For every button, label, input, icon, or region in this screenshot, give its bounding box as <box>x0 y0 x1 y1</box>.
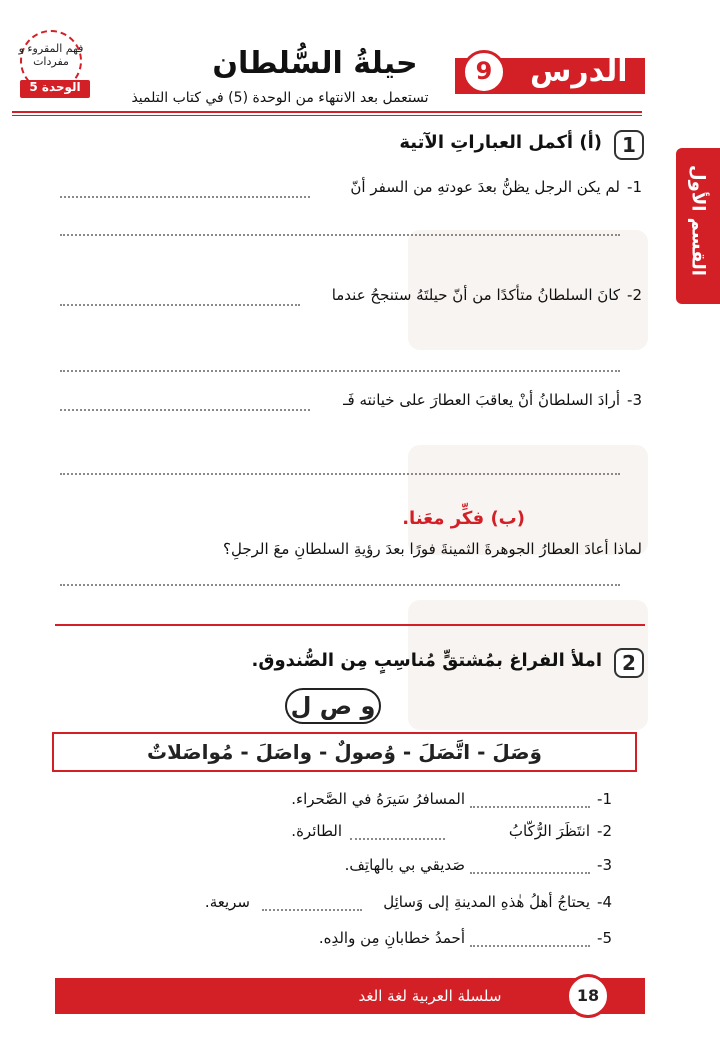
question-number: 1- <box>597 790 612 808</box>
question-number: 5- <box>597 929 612 947</box>
blank-line[interactable] <box>470 945 590 947</box>
unit-label: الوحدة 5 <box>20 80 90 98</box>
question-text: كانَ السلطانُ متأكدًا من أنّ حيلتَهُ ستنجحُ عندما <box>331 286 620 304</box>
question-text: يحتاجُ أهلُ هٰذهِ المدينةِ إلى وَسائِل <box>383 893 590 911</box>
answer-line[interactable] <box>60 370 620 372</box>
question-number: 3- <box>627 391 642 409</box>
section-divider <box>55 624 645 626</box>
think-title: (ب) فكِّر معَنا. <box>402 508 525 529</box>
think-question: لماذا أعادَ العطارُ الجوهرةَ الثمينةَ فورًا بعدَ رؤيةِ السلطانِ معَ الرجلِ؟ <box>223 540 642 558</box>
root-letters-box: و ص ل <box>285 688 381 724</box>
lesson-number: 9 <box>475 57 493 85</box>
section-number-badge: 1 <box>614 130 644 160</box>
unit-box <box>10 30 92 98</box>
question-number: 4- <box>597 893 612 911</box>
blank-line[interactable] <box>350 838 445 840</box>
question-text: أحمدُ خطابانِ مِن والدِه. <box>318 929 465 947</box>
header-divider-thin <box>12 115 642 116</box>
blank-line[interactable] <box>262 909 362 911</box>
lesson-number-badge <box>462 50 506 94</box>
section-number-badge: 2 <box>614 648 644 678</box>
question-number: 2- <box>627 286 642 304</box>
answer-line[interactable] <box>60 304 300 306</box>
side-tab-label: القسم الأول <box>687 165 709 276</box>
question-tail: الطائرة. <box>291 822 342 840</box>
answer-line[interactable] <box>60 409 310 411</box>
section-title: املأ الفراغ بمُشتقٍّ مُناسِبٍ مِن الصُّندوق. <box>251 650 602 671</box>
answer-line[interactable] <box>60 234 620 236</box>
question-text: لم يكن الرجل يظنُّ بعدَ عودتهِ من السفر أنّ <box>350 178 620 196</box>
header-divider <box>12 111 642 113</box>
page-number: 18 <box>566 974 610 1018</box>
footer-series-name: سلسلة العربية لغة الغد <box>358 987 502 1005</box>
question-text: أرادَ السلطانُ أنْ يعاقبَ العطارَ على خيانته فَـ <box>343 391 620 409</box>
answer-line[interactable] <box>60 196 310 198</box>
question-text: انتَظَرَ الرُّكّابُ <box>508 822 590 840</box>
question-number: 1- <box>627 178 642 196</box>
question-number: 3- <box>597 856 612 874</box>
lesson-label: الدرس <box>530 54 628 89</box>
question-tail: سريعة. <box>204 893 250 911</box>
side-tab <box>676 148 720 304</box>
blank-line[interactable] <box>470 872 590 874</box>
question-text: المسافرُ سَيرَهُ في الصَّحراء. <box>291 790 465 808</box>
page-subtitle: تستعمل بعد الانتهاء من الوحدة (5) في كتاب التلميذ <box>131 90 429 106</box>
background-illustration <box>408 445 648 555</box>
section-title: (أ) أكمل العباراتِ الآتية <box>399 132 602 153</box>
question-number: 2- <box>597 822 612 840</box>
word-bank-box: وَصَلَ - اتَّصَلَ - وُصولٌ - واصَلَ - مُواصَلاتٌ <box>52 732 637 772</box>
question-text: صَديقي بي بالهاتِف. <box>344 856 465 874</box>
answer-line[interactable] <box>60 473 620 475</box>
page-title: حيلةُ السُّلطان <box>212 46 418 81</box>
unit-topic: فهم المقروء و مفردات <box>18 42 84 68</box>
answer-line[interactable] <box>60 584 620 586</box>
blank-line[interactable] <box>470 806 590 808</box>
